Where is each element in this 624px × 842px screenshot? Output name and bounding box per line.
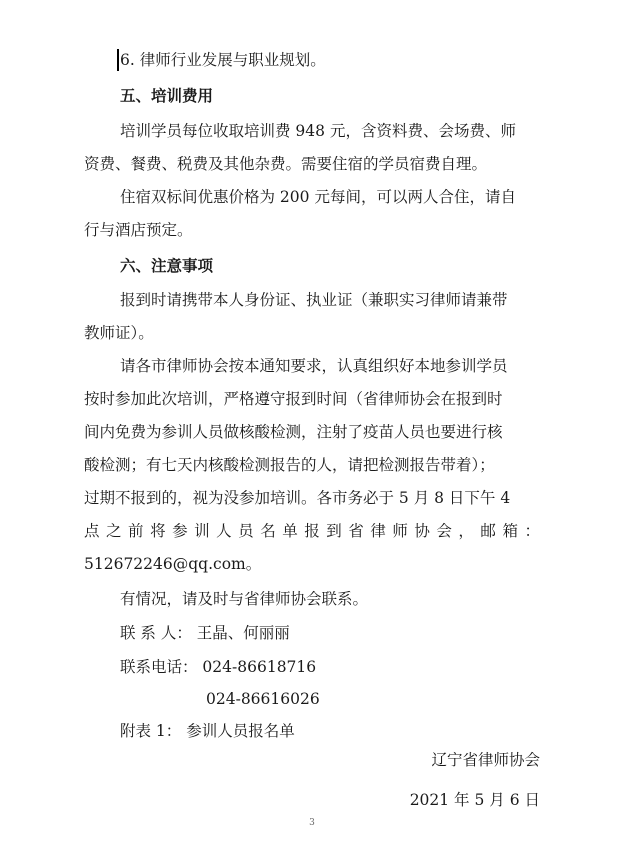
lodging-line-1: 住宿双标间优惠价格为 200 元每间，可以两人合住，请自 [120, 188, 516, 206]
section-5-heading: 五、培训费用 [120, 87, 214, 105]
page-number: 3 [309, 818, 315, 828]
requirement-line-2: 按时参加此次培训，严格遵守报到时间（省律师协会在报到时 [84, 390, 503, 408]
requirement-line-5: 过期不报到的，视为没参加培训。各市务必于 5 月 8 日下午 4 [84, 489, 511, 507]
requirement-line-3: 间内免费为参训人员做核酸检测，注射了疫苗人员也要进行核 [84, 423, 503, 441]
signature-date: 2021 年 5 月 6 日 [409, 791, 540, 809]
attachment-line: 附表 1： 参训人员报名单 [120, 722, 295, 740]
requirement-line-6: 点之前将参训人员名单报到省律师协会，邮箱： [84, 522, 540, 540]
fee-line-1: 培训学员每位收取培训费 948 元，含资料费、会场费、师 [120, 122, 516, 140]
fee-line-2: 资费、餐费、税费及其他杂费。需要住宿的学员宿费自理。 [84, 155, 488, 173]
requirement-line-4: 酸检测；有七天内核酸检测报告的人，请把检测报告带着）； [84, 456, 495, 474]
item-6-line: 6. 律师行业发展与职业规划。 [120, 51, 326, 69]
requirement-line-1: 请各市律师协会按本通知要求，认真组织好本地参训学员 [120, 357, 508, 375]
contact-person: 联 系 人： 王晶、何丽丽 [120, 624, 290, 642]
contact-intro: 有情况，请及时与省律师协会联系。 [120, 590, 369, 608]
lodging-line-2: 行与酒店预定。 [84, 221, 193, 239]
text-cursor [117, 49, 119, 71]
contact-phone-2: 024-86616026 [206, 690, 320, 708]
notice-line-2: 教师证）。 [84, 324, 154, 342]
notice-line-1: 报到时请携带本人身份证、执业证（兼职实习律师请兼带 [120, 291, 508, 309]
contact-phone-1: 联系电话： 024-86618716 [120, 658, 317, 676]
section-6-heading: 六、注意事项 [120, 257, 214, 275]
signature-organization: 辽宁省律师协会 [431, 751, 540, 769]
email-line: 512672246@qq.com。 [84, 555, 262, 573]
